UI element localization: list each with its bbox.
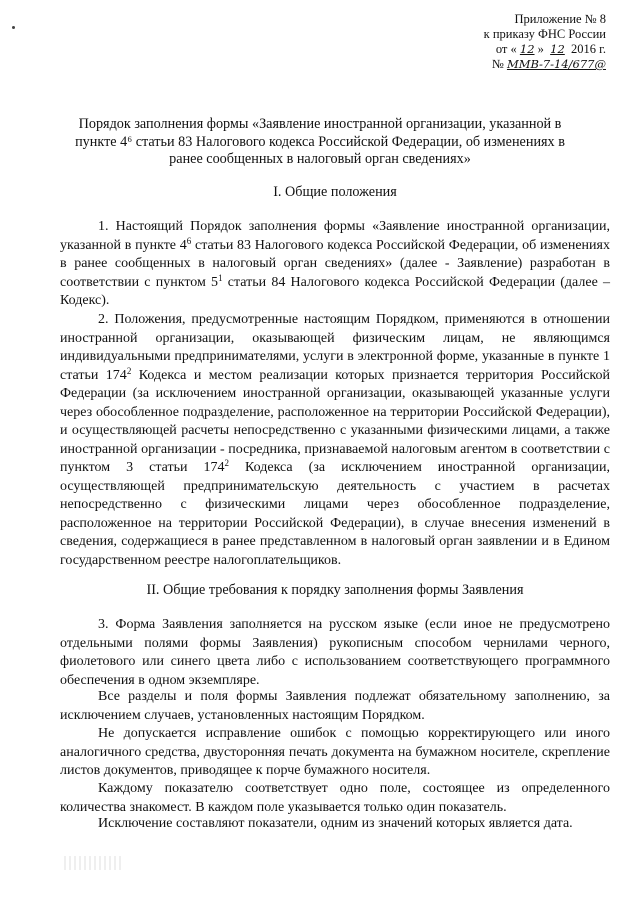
paragraph-2: 2. Положения, предусмотренные настоящим Порядком, применяются в отношении иностранной организации, оказывающей физическим лицам, не являющимся индивидуальными предпринимателями, услуги в электронной форме, указанные в пункте 1 статьи $174^2$ Кодекса и местом реализации которых признается территория Российской Федерации (за исключением иностранной организации, оказывающей указанные услуги через обособленное подразделение, расположенное на территории Российской Федерации), и осуществляющей расчеты непосредственно с указанными физическими лицами, а также иностранной организации - посредника, признаваемой налоговым агентом в соответствии с пунктом 3 статьи $174^2$ Кодекса (за исключением иностранной организации, осуществляющей предпринимательскую деятельность с участием в расчетах непосредственно с физическими лицами через обособленное подразделение, расположенное на территории Российской Федерации), в случае внесения изменений в сведения, содержащиеся в ранее представленном в налоговый орган заявлении и в Едином государственном реестре налогоплательщиков. bbox=[60, 312, 611, 568]
section-heading-2: II. Общие требования к порядку заполнения формы Заявления bbox=[146, 582, 524, 598]
paragraph-7: Исключение составляют показатели, одним из значений которых является дата. bbox=[98, 816, 573, 831]
date-month: 12 bbox=[550, 42, 565, 56]
date-year: 2016 г. bbox=[571, 42, 606, 56]
annex-title: Приложение № 8 bbox=[514, 12, 606, 26]
annex-date bbox=[456, 42, 606, 57]
paragraph-5: Не допускается исправление ошибок с помощью корректирующего или иного аналогичного средства, двусторонняя печать документа на бумажном носителе, скрепление листов документов, приводящее к порче бумажного носителя. bbox=[60, 726, 610, 778]
annex-header bbox=[456, 12, 606, 72]
date-mid: » bbox=[537, 42, 544, 56]
date-day: 12 bbox=[519, 42, 535, 56]
order-number: ММВ-7-14/677@ bbox=[506, 57, 606, 71]
annex-number bbox=[456, 57, 606, 72]
section-heading-1: I. Общие положения bbox=[273, 184, 397, 200]
scan-artifact bbox=[64, 856, 124, 870]
number-prefix: № bbox=[491, 57, 504, 71]
annex-order: к приказу ФНС России bbox=[483, 27, 606, 41]
document-title: Порядок заполнения формы «Заявление иностранной организации, указанной в пункте 4⁶ статьи 83 Налогового кодекса Российской Федерации, об изменениях в ранее сообщенных в налоговый орган сведениях» bbox=[75, 116, 565, 167]
scan-speck bbox=[12, 26, 15, 29]
paragraph-1: 1. Настоящий Порядок заполнения формы «Заявление иностранной организации, указанной в пункте $4^6$ статьи 83 Налогового кодекса Российской Федерации, об изменениях в ранее сообщенных в налоговый орган сведениях» (далее - Заявление) разработан в соответствии с пунктом $5^1$ статьи 84 Налогового кодекса Российской Федерации (далее – Кодекс). bbox=[60, 219, 610, 308]
paragraph-3: 3. Форма Заявления заполняется на русском языке (если иное не предусмотрено отдельными полями формы Заявления) рукописным способом чернилами черного, фиолетового или синего цвета либо с использованием соответствующего программного обеспечения в одном экземпляре. bbox=[60, 617, 610, 688]
paragraph-4: Все разделы и поля формы Заявления подлежат обязательному заполнению, за исключением случаев, установленных настоящим Порядком. bbox=[60, 689, 610, 723]
date-prefix: от « bbox=[495, 42, 517, 56]
paragraph-6: Каждому показателю соответствует одно поле, состоящее из определенного количества знакомест. В каждом поле указывается только один показатель. bbox=[60, 781, 610, 815]
